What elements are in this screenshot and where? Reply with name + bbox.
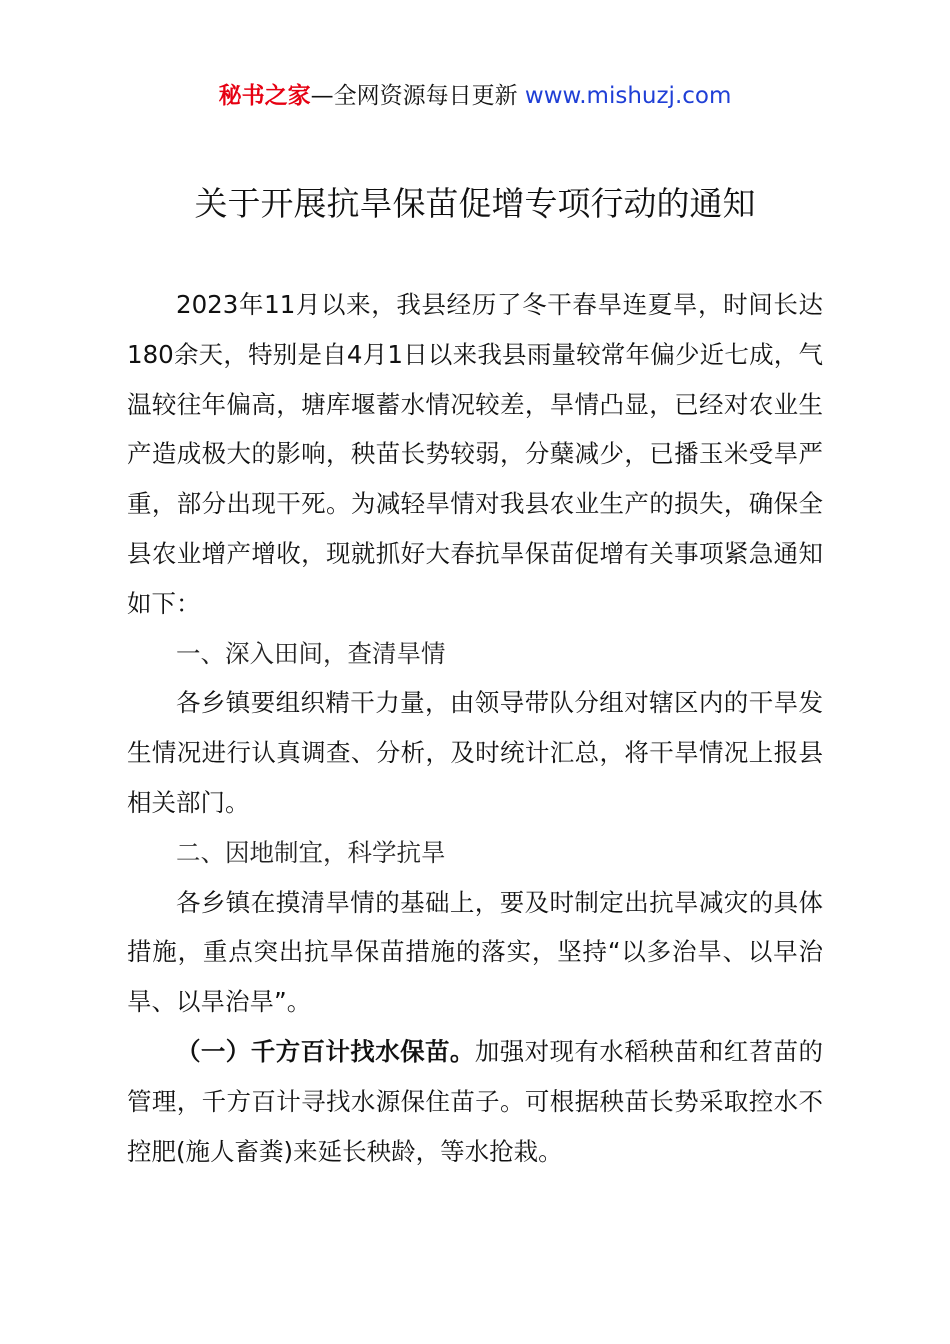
subsection-1-text: 加强对现有水稻秧苗和红苕苗的管理，千方百计寻找水源保住苗子。可根据秧苗长势采取控水不控肥(施人畜粪)来延长秧龄，等水抢栽。 <box>127 1036 824 1166</box>
section-heading-2: 二、因地制宜，科学抗旱 <box>176 837 446 867</box>
subsection-1-lead: （一）千方百计找水保苗。 <box>176 1036 475 1066</box>
site-tagline: —全网资源每日更新 <box>310 83 518 109</box>
site-header <box>0 80 950 112</box>
site-url-link[interactable]: www.mishuzj.com <box>524 83 732 109</box>
intro-paragraph: 2023年11月以来，我县经历了冬干春旱连夏旱，时间长达180余天，特别是自4月1日以来我县雨量较常年偏少近七成，气温较往年偏高，塘库堰蓄水情况较差，旱情凸显，已经对农业生产造成极大的影响，秧苗长势较弱，分蘖减少，已播玉米受旱严重，部分出现干死。为减轻旱情对我县农业生产的损失，确保全县农业增产增收，现就抓好大春抗旱保苗促增有关事项紧急通知如下： <box>127 290 823 618</box>
document-title: 关于开展抗旱保苗促增专项行动的通知 <box>194 184 756 223</box>
subsection-1-paragraph <box>127 1027 823 1176</box>
document-body <box>127 280 823 1176</box>
section-heading-1: 一、深入田间，查清旱情 <box>176 638 446 668</box>
section-2-paragraph: 各乡镇在摸清旱情的基础上，要及时制定出抗旱减灾的具体措施，重点突出抗旱保苗措施的落实，坚持“以多治旱、以早治旱、以旱治旱”。 <box>127 887 823 1017</box>
site-brand: 秘书之家 <box>218 83 311 109</box>
section-1-paragraph: 各乡镇要组织精干力量，由领导带队分组对辖区内的干旱发生情况进行认真调查、分析，及时统计汇总，将干旱情况上报县相关部门。 <box>127 688 823 817</box>
